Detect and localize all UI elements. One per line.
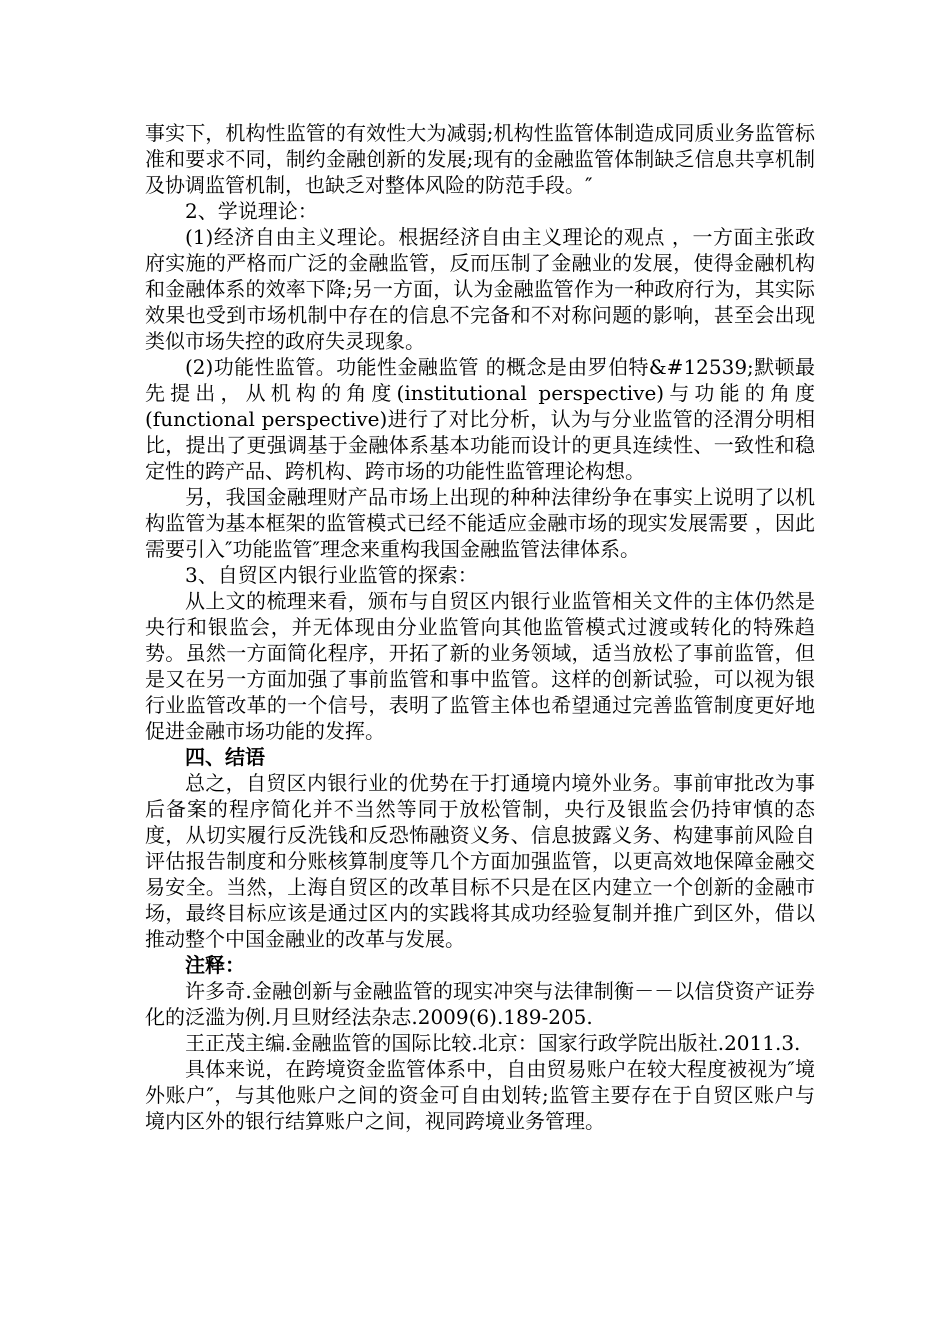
- paragraph-continuation: 事实下，机构性监管的有效性大为减弱;机构性监管体制造成同质业务监管标准和要求不同，制约金融创新的发展;现有的金融监管体制缺乏信息共享机制及协调监管机制，也缺乏对整体风险的防范手段。″: [145, 121, 815, 197]
- section-heading-exploration: 3、自贸区内银行业监管的探索：: [185, 563, 478, 587]
- document-page: [145, 120, 815, 1134]
- section-heading-theory: 2、学说理论：: [185, 199, 318, 223]
- paragraph-exploration: 从上文的梳理来看，颁布与自贸区内银行业监管相关文件的主体仍然是央行和银监会，并无体现由分业监管向其他监管模式过渡或转化的特殊趋势。虽然一方面简化程序，开拓了新的业务领域，适当放松了事前监管，但是又在另一方面加强了事前监管和事中监管。这样的创新试验，可以视为银行业监管改革的一个信号，表明了监管主体也希望通过完善监管制度更好地促进金融市场功能的发挥。: [145, 589, 815, 743]
- paragraph-conclusion: 总之，自贸区内银行业的优势在于打通境内境外业务。事前审批改为事后备案的程序简化并不当然等同于放松管制，央行及银监会仍持审慎的态度，从切实履行反洗钱和反恐怖融资义务、信息披露义务、构建事前风险自评估报告制度和分账核算制度等几个方面加强监管，以更高效地保障金融交易安全。当然，上海自贸区的改革目标不只是在区内建立一个创新的金融市场，最终目标应该是通过区内的实践将其成功经验复制并推广到区外，借以推动整个中国金融业的改革与发展。: [145, 771, 815, 951]
- heading-notes: 注释：: [185, 953, 245, 977]
- note-item-1: 许多奇.金融创新与金融监管的现实冲突与法律制衡－－以信贷资产证券化的泛滥为例.月旦财经法杂志.2009(6).189-205.: [145, 979, 815, 1029]
- paragraph-functional-regulation: (2)功能性监管。功能性金融监管 的概念是由罗伯特&#12539;默顿最先提出，从机构的角度(institutional perspective)与功能的角度(functional perspective)进行了对比分析，认为与分业监管的泾渭分明相比，提出了更强调基于金融体系基本功能而设计的更具连续性、一致性和稳定性的跨产品、跨机构、跨市场的功能性监管理论构想。: [145, 355, 815, 483]
- paragraph-legal-disputes: 另，我国金融理财产品市场上出现的种种法律纷争在事实上说明了以机构监管为基本框架的监管模式已经不能适应金融市场的现实发展需要 ，因此需要引入″功能监管″理念来重构我国金融监管法律体系。: [145, 485, 815, 561]
- heading-conclusion: 四、结语: [185, 745, 265, 769]
- note-item-2: 王正茂主编.金融监管的国际比较.北京：国家行政学院出版社.2011.3.: [185, 1031, 801, 1055]
- paragraph-economic-liberalism: (1)经济自由主义理论。根据经济自由主义理论的观点 ，一方面主张政府实施的严格而广泛的金融监管，反而压制了金融业的发展，使得金融机构和金融体系的效率下降;另一方面，认为金融监管作为一种政府行为，其实际效果也受到市场机制中存在的信息不完备和不对称问题的影响，甚至会出现类似市场失控的政府失灵现象。: [145, 225, 815, 353]
- paragraph-closing: 具体来说，在跨境资金监管体系中，自由贸易账户在较大程度被视为″境外账户″，与其他账户之间的资金可自由划转;监管主要存在于自贸区账户与境内区外的银行结算账户之间，视同跨境业务管理。: [145, 1057, 815, 1133]
